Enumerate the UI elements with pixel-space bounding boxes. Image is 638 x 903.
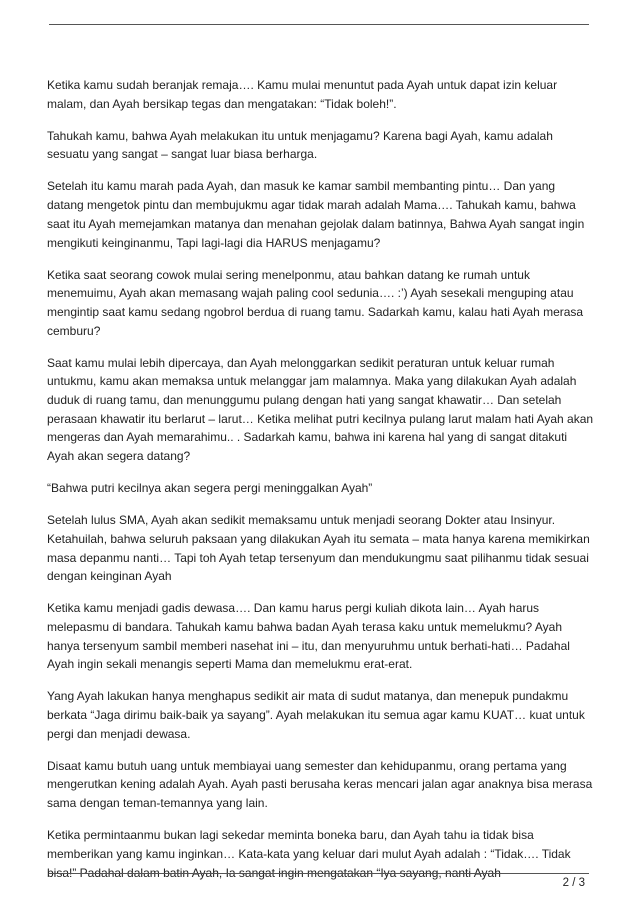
header-rule <box>49 24 589 25</box>
paragraph-6: “Bahwa putri kecilnya akan segera pergi meninggalkan Ayah” <box>47 481 373 496</box>
paragraph-7: Setelah lulus SMA, Ayah akan sedikit memaksamu untuk menjadi seorang Dokter atau Insinyur. Ketahuilah, bahwa seluruh paksaan yang dilakukan Ayah itu semata – mata hanya karena memikirkan masa depanmu nanti… Tapi toh Ayah tetap tersenyum dan mendukungmu saat pilihanmu tidak sesuai dengan keinginan Ayah <box>47 513 590 584</box>
paragraph-11: Ketika permintaanmu bukan lagi sekedar meminta boneka baru, dan Ayah tahu ia tidak bisa memberikan yang kamu inginkan… Kata-kata yang keluar dari mulut Ayah adalah : “Tidak…. Tidak bisa!” Padahal dalam batin Ayah, Ia sangat ingin mengatakan “Iya sayang, nanti Ayah <box>47 828 571 880</box>
footer-rule <box>49 873 589 874</box>
paragraph-5: Saat kamu mulai lebih dipercaya, dan Ayah melonggarkan sedikit peraturan untuk keluar rumah untukmu, kamu akan memaksa untuk melanggar jam malamnya. Maka yang dilakukan Ayah adalah duduk di ruang tamu, dan menunggumu pulang dengan hati yang sangat khawatir… Dan setelah perasaan khawatir itu berlarut – larut… Ketika melihat putri kecilnya pulang larut malam hati Ayah akan mengeras dan Ayah memarahimu.. . Sadarkah kamu, bahwa ini karena hal yang di sangat ditakuti Ayah akan segera datang? <box>47 355 594 464</box>
page-body <box>47 76 595 896</box>
page-number: 2 / 3 <box>562 877 585 889</box>
paragraph-1: Ketika kamu sudah beranjak remaja…. Kamu mulai menuntut pada Ayah untuk dapat izin keluar malam, dan Ayah bersikap tegas dan mengatakan: “Tidak boleh!”. <box>47 78 558 111</box>
paragraph-4: Ketika saat seorang cowok mulai sering menelponmu, atau bahkan datang ke rumah untuk menemuimu, Ayah akan memasang wajah paling cool sedunia…. :’) Ayah sesekali menguping atau mengintip saat kamu sedang ngobrol berdua di ruang tamu. Sadarkah kamu, kalau hati Ayah merasa cemburu? <box>47 267 584 338</box>
paragraph-9: Yang Ayah lakukan hanya menghapus sedikit air mata di sudut matanya, dan menepuk pundakmu berkata “Jaga dirimu baik-baik ya sayang”. Ayah melakukan itu semua agar kamu KUAT… kuat untuk pergi dan menjadi dewasa. <box>47 689 585 741</box>
paragraph-10: Disaat kamu butuh uang untuk membiayai uang semester dan kehidupanmu, orang pertama yang mengerutkan kening adalah Ayah. Ayah pasti berusaha keras mencari jalan agar anaknya bisa merasa sama dengan teman-temannya yang lain. <box>47 758 593 811</box>
paragraph-3: Setelah itu kamu marah pada Ayah, dan masuk ke kamar sambil membanting pintu… Dan yang datang mengetok pintu dan membujukmu agar tidak marah adalah Mama…. Tahukah kamu, bahwa saat itu Ayah memejamkan matanya dan menahan gejolak dalam batinnya, Bahwa Ayah sangat ingin mengikuti keinginanmu, Tapi lagi-lagi dia HARUS menjagamu? <box>47 179 585 250</box>
paragraph-8: Ketika kamu menjadi gadis dewasa…. Dan kamu harus pergi kuliah dikota lain… Ayah harus melepasmu di bandara. Tahukah kamu bahwa badan Ayah terasa kaku untuk memelukmu? Ayah hanya tersenyum sambil memberi nasehat ini – itu, dan menyuruhmu untuk berhati-hati… Padahal Ayah ingin sekali menangis seperti Mama dan memelukmu erat-erat. <box>47 601 570 672</box>
paragraph-2: Tahukah kamu, bahwa Ayah melakukan itu untuk menjagamu? Karena bagi Ayah, kamu adalah sesuatu yang sangat – sangat luar biasa berharga. <box>47 128 553 162</box>
